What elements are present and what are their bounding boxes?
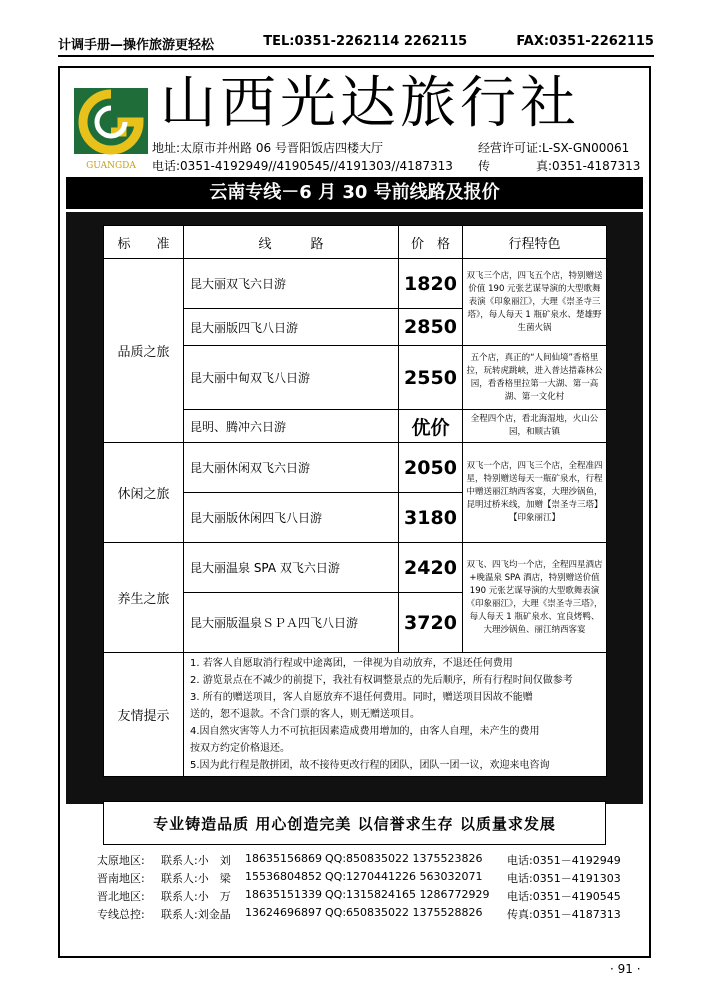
- route-price: 2850: [399, 309, 463, 346]
- table-header-row: [104, 226, 607, 259]
- banner: [66, 177, 643, 209]
- header-features: 行程特色: [463, 226, 607, 259]
- contact-region: 太原地区:: [97, 854, 145, 867]
- route-price: 3180: [399, 493, 463, 543]
- contact-mobile: 15536804852: [245, 870, 322, 883]
- note-item: 4.因自然灾害等人力不可抗拒因素造成费用增加的，由客人自理，未产生的费用: [190, 726, 540, 737]
- route-price: 3720: [399, 593, 463, 653]
- contact-phone: 传真:0351－4187313: [507, 908, 621, 921]
- route-features: 双飞三个店，四飞五个店，特别赠送价值 190 元张艺谋导演的大型歌舞表演《印象丽江》，大理《崇圣寺三塔》，每人每天 1 瓶矿泉水、楚雄野生菌火锅: [463, 259, 607, 346]
- contact-person: 联系人:小 万: [161, 890, 231, 903]
- contact-region: 专线总控:: [97, 908, 145, 921]
- contact-qq: QQ:1270441226 563032071: [325, 870, 483, 883]
- header-price: 价 格: [399, 226, 463, 259]
- note-item: 5.因为此行程是散拼团，故不接待更改行程的团队，团队一团一议，欢迎来电咨询: [190, 760, 550, 771]
- note-item: 3. 所有的赠送项目，客人自愿放弃不退任何费用。同时，赠送项目因故不能赠: [190, 692, 533, 703]
- company-logo: [70, 86, 152, 174]
- company-phones: 电话:0351-4192949//4190545//4191303//4187313: [152, 159, 453, 173]
- company-address: 地址:太原市并州路 06 号晋阳饭店四楼大厅: [152, 141, 383, 155]
- notes-label: 友情提示: [104, 653, 184, 777]
- slogan: 专业铸造品质 用心创造完美 以信誉求生存 以质量求发展: [153, 815, 556, 833]
- route-features: 五个店，真正的“人间仙境”香格里拉，玩转虎跳峡，进入普达措森林公园，看香格里拉第一大湖、第一高湖、第一文化村: [463, 346, 607, 410]
- route-price: 2420: [399, 543, 463, 593]
- contacts-list: [97, 852, 657, 924]
- company-fax-label: 传: [478, 159, 491, 173]
- contact-mobile: 18635151339: [245, 888, 322, 901]
- notes-row: [104, 653, 607, 777]
- table-row: [104, 543, 607, 593]
- header-fax: FAX:0351-2262115: [516, 34, 654, 49]
- contact-mobile: 18635156869: [245, 852, 322, 865]
- contact-row: [97, 852, 657, 870]
- route-price: 2550: [399, 346, 463, 410]
- company-fax: 真:0351-4187313: [536, 159, 641, 173]
- route-name: 昆大丽休闲双飞六日游: [184, 443, 399, 493]
- route-features: 双飞一个店，四飞三个店，全程准四星，特别赠送每天一瓶矿泉水，行程中赠送丽江纳西客宴，大理沙锅鱼，昆明过桥米线，加赠【崇圣寺三塔】【印象丽江】: [463, 443, 607, 543]
- contact-qq: QQ:650835022 1375528826: [325, 906, 483, 919]
- route-name: 昆明、腾冲六日游: [184, 410, 399, 443]
- note-item: 送的，恕不退款。不含门票的客人，则无赠送项目。: [190, 709, 420, 720]
- contact-phone: 电话:0351－4192949: [507, 854, 621, 867]
- page-number: · 91 ·: [610, 962, 641, 976]
- header-rule: [58, 55, 654, 57]
- route-name: 昆大丽版四飞八日游: [184, 309, 399, 346]
- route-name: 昆大丽版休闲四飞八日游: [184, 493, 399, 543]
- note-item: 按双方约定价格退还。: [190, 743, 290, 754]
- contact-person: 联系人:小 梁: [161, 872, 231, 885]
- header-route: 线 路: [184, 226, 399, 259]
- category-wellness: 养生之旅: [104, 543, 184, 653]
- company-name: 山西光达旅行社: [160, 71, 580, 136]
- contact-region: 晋北地区:: [97, 890, 145, 903]
- contact-phone: 电话:0351－4190545: [507, 890, 621, 903]
- route-price-table: [103, 225, 607, 777]
- note-item: 2. 游览景点在不减少的前提下，我社有权调整景点的先后顺序，所有行程时间仅做参考: [190, 675, 573, 686]
- route-features: 双飞、四飞均一个店，全程四星酒店+晚温泉 SPA 酒店，特别赠送价值 190 元张艺谋导演的大型歌舞表演《印象丽江》，大理《崇圣寺三塔》，每人每天 1 瓶矿泉水、宜良烤鸭、大理沙锅鱼、丽江纳西客宴: [463, 543, 607, 653]
- contact-row: [97, 870, 657, 888]
- contact-phone: 电话:0351－4191303: [507, 872, 621, 885]
- contact-row: [97, 906, 657, 924]
- contact-row: [97, 888, 657, 906]
- table-row: [104, 259, 607, 309]
- contact-region: 晋南地区:: [97, 872, 145, 885]
- route-name: 昆大丽中甸双飞八日游: [184, 346, 399, 410]
- slogan-box: [103, 801, 606, 845]
- top-header-bar: [58, 34, 654, 52]
- contact-person: 联系人:刘金晶: [161, 908, 231, 921]
- header-standard: 标 准: [104, 226, 184, 259]
- route-features: 全程四个店，看北海湿地，火山公园，和顺古镇: [463, 410, 607, 443]
- route-name: 昆大丽双飞六日游: [184, 259, 399, 309]
- contact-qq: QQ:850835022 1375523826: [325, 852, 483, 865]
- note-item: 1. 若客人自愿取消行程或中途离团，一律视为自动放弃，不退还任何费用: [190, 658, 513, 669]
- contact-person: 联系人:小 刘: [161, 854, 231, 867]
- category-leisure: 休闲之旅: [104, 443, 184, 543]
- header-phone: TEL:0351-2262114 2262115: [263, 34, 468, 49]
- route-price: 优价: [399, 410, 463, 443]
- route-price: 1820: [399, 259, 463, 309]
- banner-title: 云南专线－6 月 30 号前线路及报价: [209, 182, 500, 203]
- route-name: 昆大丽温泉 SPA 双飞六日游: [184, 543, 399, 593]
- company-license: 经营许可证:L-SX-GN00061: [478, 141, 630, 155]
- route-name: 昆大丽版温泉ＳＰＡ四飞八日游: [184, 593, 399, 653]
- category-quality: 品质之旅: [104, 259, 184, 443]
- contact-qq: QQ:1315824165 1286772929: [325, 888, 490, 901]
- notes-list: [184, 653, 607, 777]
- table-row: [104, 443, 607, 493]
- contact-mobile: 13624696897: [245, 906, 322, 919]
- logo-text: GUANGDA: [86, 161, 136, 171]
- route-price: 2050: [399, 443, 463, 493]
- header-motto: 计调手册—操作旅游更轻松: [58, 38, 215, 53]
